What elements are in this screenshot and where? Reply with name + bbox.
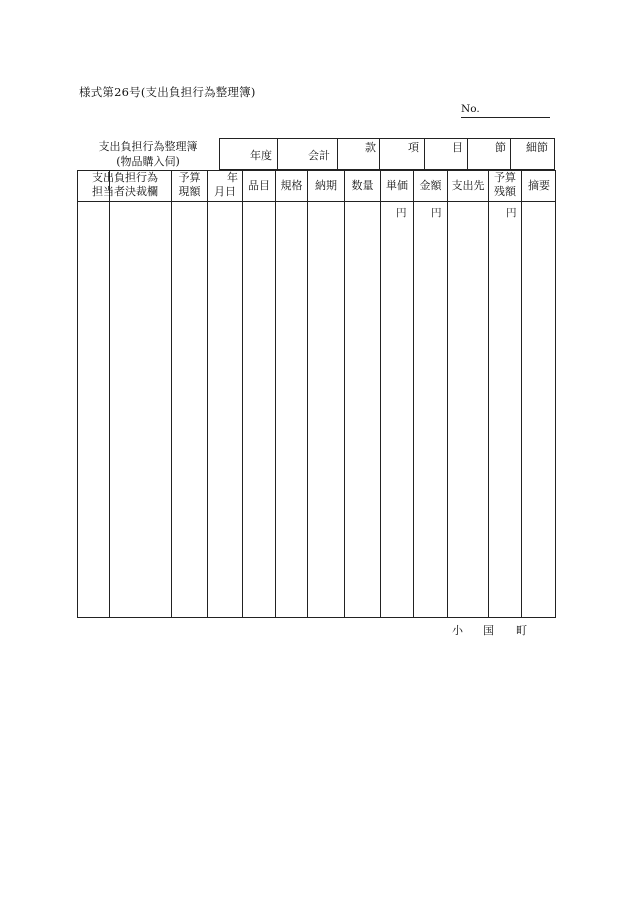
header-divider bbox=[510, 138, 511, 170]
book-title bbox=[79, 139, 217, 169]
col-remarks: 摘要 bbox=[528, 179, 550, 192]
header-row-separator bbox=[77, 201, 556, 202]
book-title-line2: (物品購入伺) bbox=[116, 155, 180, 168]
column-divider bbox=[447, 170, 448, 618]
column-divider bbox=[109, 170, 110, 618]
column-divider bbox=[344, 170, 345, 618]
column-divider bbox=[521, 170, 522, 618]
kan-label: 款 bbox=[365, 141, 376, 154]
town-name-char2: 国 bbox=[483, 624, 494, 637]
document-number-label: No. bbox=[461, 103, 480, 115]
form-title: 様式第26号(支出負担行為整理簿) bbox=[79, 85, 256, 99]
col-budget-remaining bbox=[489, 171, 521, 199]
col-budget-remaining-line1: 予算 bbox=[494, 171, 516, 184]
column-divider bbox=[275, 170, 276, 618]
column-divider bbox=[488, 170, 489, 618]
yen-unit-unit-price: 円 bbox=[396, 207, 407, 219]
col-unit-price: 単価 bbox=[386, 179, 408, 192]
ledger-table bbox=[77, 170, 556, 618]
col-budget-current-line2: 現額 bbox=[178, 185, 201, 198]
document-number-field[interactable] bbox=[461, 103, 550, 118]
col-budget-current bbox=[172, 171, 207, 199]
col-budget-current-line1: 予算 bbox=[178, 171, 201, 184]
col-date bbox=[208, 171, 242, 199]
col-spec: 規格 bbox=[280, 179, 303, 192]
moku-label: 目 bbox=[452, 141, 463, 154]
col-date-line1: 年 bbox=[227, 171, 238, 184]
column-divider bbox=[413, 170, 414, 618]
header-divider bbox=[467, 138, 468, 170]
col-amount: 金額 bbox=[419, 179, 442, 192]
col-approval-line1: 支出負担行為 bbox=[92, 171, 158, 184]
book-title-line1: 支出負担行為整理簿 bbox=[98, 140, 198, 153]
kou-label: 項 bbox=[408, 141, 419, 154]
column-divider bbox=[307, 170, 308, 618]
col-quantity: 数量 bbox=[351, 179, 374, 192]
col-budget-remaining-line2: 残額 bbox=[494, 185, 516, 198]
account-label: 会計 bbox=[308, 149, 330, 162]
yen-unit-amount: 円 bbox=[431, 207, 442, 219]
setsu-label: 節 bbox=[495, 141, 506, 154]
town-name-char3: 町 bbox=[516, 624, 527, 637]
header-divider bbox=[277, 138, 278, 170]
col-approval-line2: 担当者決裁欄 bbox=[92, 185, 158, 198]
town-name-char1: 小 bbox=[452, 624, 463, 637]
column-divider bbox=[380, 170, 381, 618]
yen-unit-budget-remaining: 円 bbox=[506, 207, 517, 219]
saisetsu-label: 細節 bbox=[526, 141, 548, 154]
fiscal-year-label: 年度 bbox=[250, 149, 272, 162]
town-name bbox=[452, 622, 527, 638]
col-delivery: 納期 bbox=[315, 179, 337, 192]
column-divider bbox=[171, 170, 172, 618]
header-divider bbox=[379, 138, 380, 170]
col-item: 品目 bbox=[248, 179, 270, 192]
col-date-line2: 月日 bbox=[214, 185, 236, 198]
col-payee: 支出先 bbox=[451, 179, 485, 192]
col-approval bbox=[78, 171, 172, 199]
header-divider bbox=[424, 138, 425, 170]
column-divider bbox=[242, 170, 243, 618]
column-divider bbox=[207, 170, 208, 618]
header-divider bbox=[337, 138, 338, 170]
